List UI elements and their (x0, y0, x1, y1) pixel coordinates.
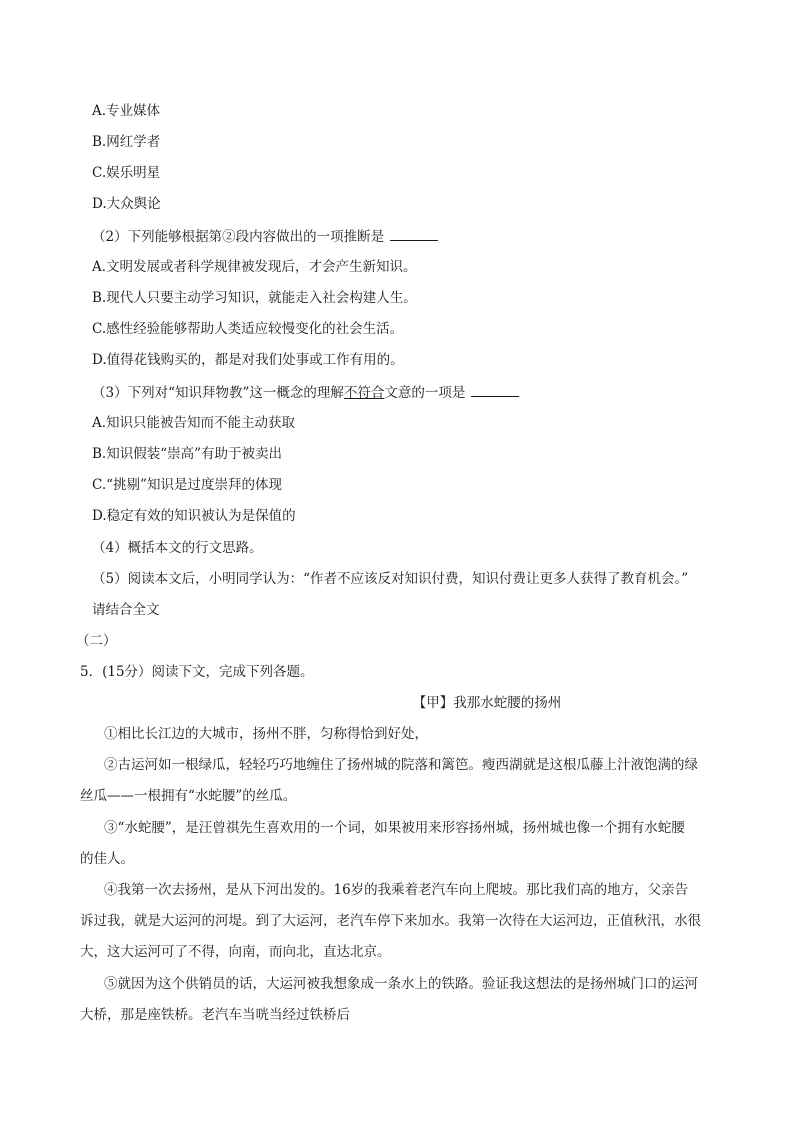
q1-option-c: C.娱乐明星 (92, 165, 161, 181)
passage-title: 【甲】我那水蛇腰的扬州 (412, 695, 562, 711)
q1-option-d: D.大众舆论 (92, 196, 161, 212)
q1-option-a: A.专业媒体 (92, 103, 161, 119)
paragraph-5-line-2: 大桥，那是座铁桥。老汽车当咣当经过铁桥后 (80, 1007, 350, 1023)
paragraph-4-line-1: ④我第一次去扬州，是从下河出发的。16岁的我乘着老汽车向上爬坡。那比我们高的地方，父亲告 (104, 882, 689, 898)
q4-stem: （4）概括本文的行文思路。 (92, 540, 263, 556)
q3-answer-blank[interactable] (471, 382, 519, 397)
paragraph-3-line-1: ③“水蛇腰”，是汪曾祺先生喜欢用的一个词，如果被用来形容扬州城，扬州城也像一个拥有水蛇腰 (104, 820, 685, 836)
q2-stem-line (92, 226, 438, 247)
paragraph-2-line-2: 丝瓜——一根拥有“水蛇腰”的丝瓜。 (80, 788, 297, 804)
paragraph-4-line-3: 大，这大运河可了不得，向南，而向北，直达北京。 (80, 944, 391, 960)
q3-option-d: D.稳定有效的知识被认为是保值的 (92, 508, 296, 524)
q3-option-b: B.知识假装“崇高”有助于被卖出 (92, 446, 283, 462)
q3-option-a: A.知识只能被告知而不能主动获取 (92, 415, 296, 431)
section-two-label: （二） (76, 633, 117, 649)
q3-stem-pre: （3）下列对“知识拜物教”这一概念的理解 (92, 385, 344, 401)
q2-stem: （2）下列能够根据第②段内容做出的一项推断是 (92, 229, 385, 245)
q3-option-c: C.“挑剔”知识是过度崇拜的体现 (92, 477, 282, 493)
q3-stem-line (92, 382, 519, 403)
q3-stem-underlined: 不符合 (343, 385, 385, 401)
paragraph-1: ①相比长江边的大城市，扬州不胖，匀称得恰到好处， (104, 726, 428, 742)
paragraph-3-line-2: 的佳人。 (80, 851, 134, 867)
paragraph-2-line-1: ②古运河如一根绿瓜，轻轻巧巧地缠住了扬州城的院落和篱笆。瘦西湖就是这根瓜藤上汁液饱满的绿 (104, 757, 698, 773)
q2-option-a: A.文明发展或者科学规律被发现后，才会产生新知识。 (92, 259, 417, 275)
q2-option-b: B.现代人只要主动学习知识，就能走入社会构建人生。 (92, 290, 417, 306)
q3-stem-post: 文意的一项是 (384, 385, 466, 401)
paragraph-4-line-2: 诉过我，就是大运河的河堤。到了大运河，老汽车停下来加水。我第一次待在大运河边，正值秋汛，水很 (80, 913, 701, 929)
q1-option-b: B.网红学者 (92, 134, 161, 150)
question-5-stem: 5．(15分）阅读下文，完成下列各题。 (80, 664, 314, 680)
q5-stem: （5）阅读本文后，小明同学认为：“作者不应该反对知识付费，知识付费让更多人获得了教育机会。” (92, 571, 689, 587)
q2-option-c: C.感性经验能够帮助人类适应较慢变化的社会生活。 (92, 321, 404, 337)
paragraph-5-line-1: ⑤就因为这个供销员的话，大运河被我想象成一条水上的铁路。验证我这想法的是扬州城门口的运河 (104, 976, 698, 992)
q5-stem-continued: 请结合全文 (92, 602, 160, 618)
q2-answer-blank[interactable] (390, 226, 438, 241)
q2-option-d: D.值得花钱购买的，都是对我们处事或工作有用的。 (92, 352, 404, 368)
